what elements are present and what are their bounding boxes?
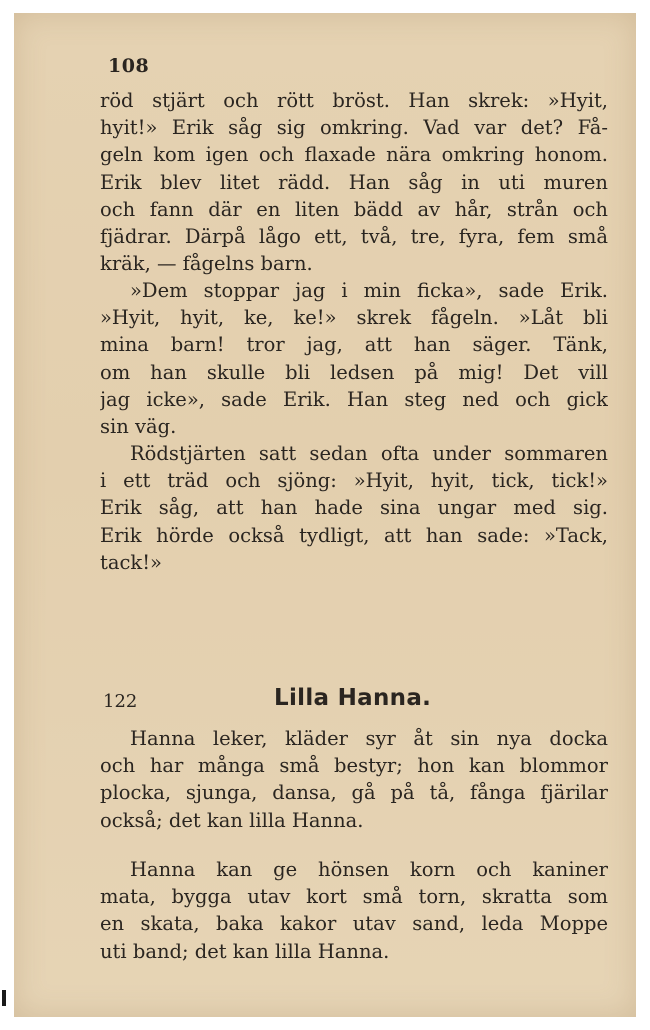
book-page [14, 13, 636, 1017]
text-line: sin väg. [100, 414, 177, 438]
scan-corner-mark [2, 990, 6, 1006]
text-line: Erik såg, att han hade sina ungar med sig. [100, 496, 608, 520]
paragraph-3 [100, 440, 608, 576]
text-line: plocka, sjunga, dansa, gå på tå, fånga fjärilar [100, 781, 608, 805]
text-line: hyit!» Erik såg sig omkring. Vad var det? Få- [100, 116, 608, 140]
text-line: Hanna kan ge hönsen korn och kaniner [130, 858, 608, 881]
poem-stanza-1 [100, 725, 608, 834]
poem-stanza-2 [100, 856, 608, 965]
text-line: jag icke», sade Erik. Han steg ned och gick [100, 387, 608, 411]
section-title: Lilla Hanna. [274, 685, 432, 711]
paragraph-1 [100, 87, 608, 277]
text-line: om han skulle bli ledsen på mig! Det vill [100, 360, 608, 384]
page-number: 108 [108, 55, 150, 77]
text-line: röd stjärt och rött bröst. Han skrek: »Hyit, [100, 89, 608, 112]
section-number: 122 [103, 691, 138, 712]
text-line: och fann där en liten bädd av hår, strån och [100, 197, 608, 221]
text-line: kräk, — fågelns barn. [100, 252, 313, 276]
text-line: Erik blev litet rädd. Han såg in uti muren [100, 170, 608, 194]
text-line: Hanna leker, kläder syr åt sin nya docka [130, 727, 608, 750]
text-line: geln kom igen och flaxade nära omkring honom. [100, 143, 608, 167]
paragraph-2 [100, 277, 608, 440]
text-line: i ett träd och sjöng: »Hyit, hyit, tick, tick!» [100, 469, 608, 493]
text-line: mina barn! tror jag, att han säger. Tänk, [100, 333, 608, 357]
text-line: Rödstjärten satt sedan ofta under sommaren [130, 442, 608, 465]
text-line: en skata, baka kakor utav sand, leda Moppe [100, 912, 608, 936]
text-line: tack!» [100, 550, 162, 574]
text-line: också; det kan lilla Hanna. [100, 808, 364, 832]
text-line: uti band; det kan lilla Hanna. [100, 939, 390, 963]
text-line: »Dem stoppar jag i min ficka», sade Erik. [130, 279, 608, 302]
text-line: mata, bygga utav kort små torn, skratta som [100, 885, 608, 909]
text-line: och har många små bestyr; hon kan blommor [100, 754, 608, 778]
text-line: Erik hörde också tydligt, att han sade: »Tack, [100, 523, 608, 547]
text-line: fjädrar. Därpå lågo ett, två, tre, fyra, fem små [100, 224, 608, 248]
text-line: »Hyit, hyit, ke, ke!» skrek fågeln. »Låt bli [100, 306, 608, 330]
